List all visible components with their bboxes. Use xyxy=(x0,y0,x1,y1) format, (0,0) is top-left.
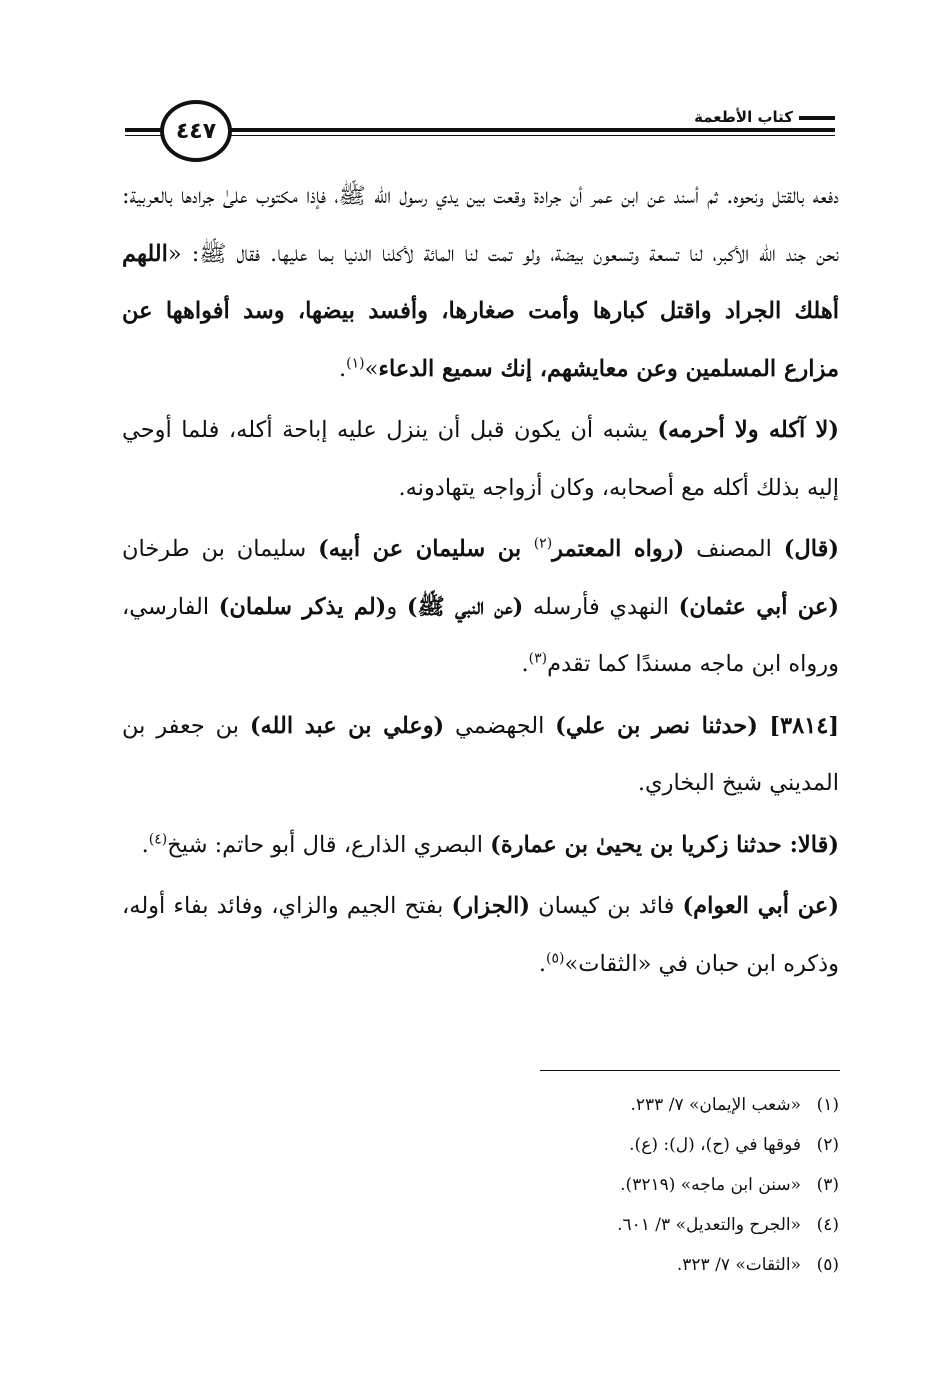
text-run: بفتح الجيم والزاي، وفائد بفاء أوله، وذكره ابن حبان في «الثقات» xyxy=(122,893,839,977)
text-run: فائد بن كيسان xyxy=(530,893,683,919)
paragraph-5 xyxy=(122,817,839,875)
matn-quote: (عن أبي عثمان) xyxy=(678,593,839,620)
footnote-ref: (٣) xyxy=(528,650,548,667)
footnote-item xyxy=(300,1205,839,1245)
matn-quote: (عن النبي ﷺ) xyxy=(406,593,524,620)
footnote-number: (٣) xyxy=(816,1175,839,1195)
text-run: الجهضمي xyxy=(444,712,556,739)
matn-quote: (رواه المعتمر xyxy=(552,536,685,562)
paragraph-4 xyxy=(122,698,839,813)
text-run: بن جعفر بن المديني شيخ البخاري. xyxy=(122,712,839,796)
text-run: الفارسي، ورواه ابن ماجه مسندًا كما تقدم xyxy=(122,593,839,677)
matn-quote: (وعلي بن عبد الله) xyxy=(249,712,445,739)
text-run: النهدي فأرسله xyxy=(523,593,679,620)
matn-quote: (قالا: حدثنا زكريا بن يحيىٰ بن عمارة) xyxy=(490,831,839,858)
page-number: ٤٤٧ xyxy=(175,118,217,144)
matn-quote: (الجزار) xyxy=(451,893,530,919)
paragraph-3 xyxy=(122,521,839,694)
footnote-item xyxy=(300,1245,839,1285)
matn-quote: (لم يذكر سلمان) xyxy=(218,593,387,620)
matn-quote: (قال) xyxy=(783,536,840,562)
text-run: . xyxy=(538,950,547,977)
page-number-badge xyxy=(160,100,232,162)
footnote-item xyxy=(300,1085,839,1125)
text-run: » xyxy=(364,355,379,382)
text-run: و xyxy=(386,593,407,620)
footnote-ref: (٤) xyxy=(148,831,168,847)
text-run: يشبه أن يكون قبل أن ينزل عليه إباحة أكله، فلما أوحي إليه بذلك أكله مع أصحابه، وكان أزواجه يتهادونه. xyxy=(122,417,839,501)
footnote-item xyxy=(300,1165,839,1205)
footnote-item xyxy=(300,1125,839,1165)
header-dash xyxy=(799,116,835,120)
main-text xyxy=(122,168,839,993)
text-run: دفعه بالقتل ونحوه. ثم أسند عن ابن عمر أن جرادة وقعت بين يدي رسول الله ﷺ، فإذا مكتوب علىٰ جرادها بالعربية: نحن جند الله الأكبر، لنا تسعة وتسعون بيضة، ولو تمت لنا المائة لأكلنا الدنيا بما عليها. فقال ﷺ: « xyxy=(122,183,839,267)
text-run: . xyxy=(141,831,149,858)
footnote-ref: (٢) xyxy=(533,535,553,552)
paragraph-1 xyxy=(122,168,839,398)
text-run: . xyxy=(521,651,529,677)
text-run: . xyxy=(339,355,347,382)
hadith-quote: اللهم أهلك الجراد واقتل كبارها وأمت صغارها، وأفسد بيضها، وسد أفواهها عن مزارع المسلمين وعن معايشهم، إنك سميع الدعاء xyxy=(122,240,839,382)
footnote-text: فوقها في (ح)، (ل): (ع). xyxy=(629,1135,801,1155)
chapter-title: كتاب الأطعمة xyxy=(694,108,793,126)
footnote-text: «شعب الإيمان» ٧/ ٢٣٣. xyxy=(630,1095,801,1115)
footnote-ref: (٥) xyxy=(546,950,565,966)
paragraph-6 xyxy=(122,878,839,993)
footnote-number: (١) xyxy=(816,1095,839,1115)
matn-quote: (لا آكله ولا أحرمه) xyxy=(657,417,839,443)
paragraph-2 xyxy=(122,402,839,517)
footnote-text: «الثقات» ٧/ ٣٢٣. xyxy=(676,1255,801,1275)
footnote-text: «الجرح والتعديل» ٣/ ٦٠١. xyxy=(617,1215,801,1235)
footnote-text: «سنن ابن ماجه» (٣٢١٩). xyxy=(620,1175,801,1195)
text-run: المصنف xyxy=(684,536,784,562)
footnote-ref: (١) xyxy=(346,355,365,371)
text-run: البصري الذارع، قال أبو حاتم: شيخ xyxy=(167,831,491,858)
footnote-number: (٤) xyxy=(816,1215,839,1235)
footnote-separator xyxy=(540,1070,840,1071)
text-run: سليمان بن طرخان xyxy=(122,536,319,562)
matn-quote: [٣٨١٤] (حدثنا نصر بن علي) xyxy=(555,712,839,739)
matn-quote: (عن أبي العوام) xyxy=(682,893,840,919)
footnotes xyxy=(300,1085,839,1285)
footnote-number: (٢) xyxy=(816,1135,839,1155)
footnote-number: (٥) xyxy=(816,1255,839,1275)
chapter-header xyxy=(686,108,835,126)
matn-quote: بن سليمان عن أبيه) xyxy=(318,536,534,562)
